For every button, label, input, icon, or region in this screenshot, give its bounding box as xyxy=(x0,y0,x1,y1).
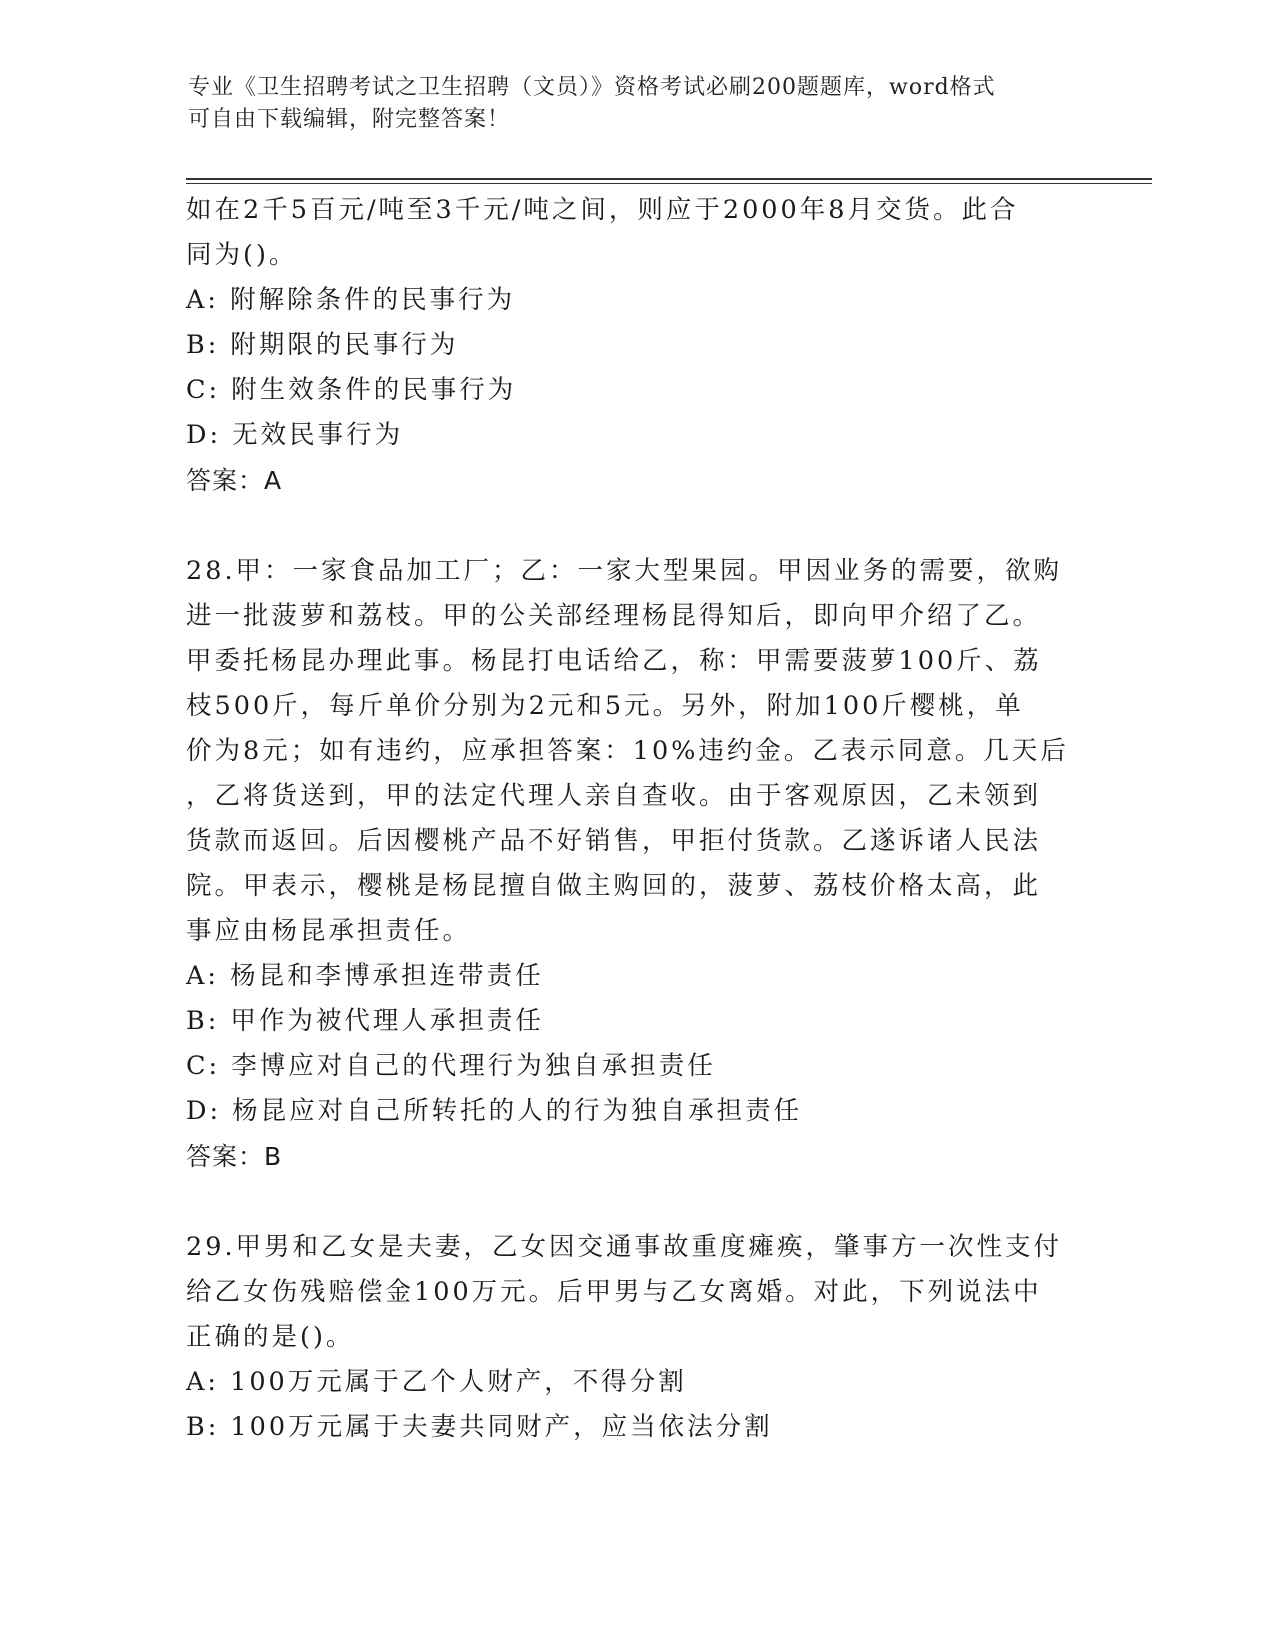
option-c: C: 李博应对自己的代理行为独自承担责任 xyxy=(186,1051,716,1081)
question-27 xyxy=(186,188,1086,504)
question-stem-line: 价为8元；如有违约，应承担答案：10%违约金。乙表示同意。几天后 xyxy=(186,736,1069,766)
question-stem-line: 正确的是()。 xyxy=(186,1322,355,1352)
question-stem-line: 29.甲男和乙女是夫妻，乙女因交通事故重度瘫痪，肇事方一次性支付 xyxy=(186,1232,1063,1262)
spacer xyxy=(186,1180,1086,1225)
document-body xyxy=(186,188,1086,1450)
spacer xyxy=(186,504,1086,549)
question-stem-line: 28.甲：一家食品加工厂；乙：一家大型果园。甲因业务的需要，欲购 xyxy=(186,556,1063,586)
question-stem-line: 院。甲表示，樱桃是杨昆擅自做主购回的，菠萝、荔枝价格太高，此 xyxy=(186,871,1042,901)
option-a: A: 100万元属于乙个人财产，不得分割 xyxy=(186,1367,687,1397)
question-stem-line: 同为()。 xyxy=(186,240,298,270)
question-29 xyxy=(186,1225,1086,1450)
header-line-1: 专业《卫生招聘考试之卫生招聘（文员）》资格考试必刷200题题库，word格式 xyxy=(188,75,996,100)
option-a: A: 附解除条件的民事行为 xyxy=(186,285,516,315)
option-b: B: 甲作为被代理人承担责任 xyxy=(186,1006,544,1036)
question-stem-line: ，乙将货送到，甲的法定代理人亲自查收。由于客观原因，乙未领到 xyxy=(186,781,1042,811)
question-stem-line: 甲委托杨昆办理此事。杨昆打电话给乙，称：甲需要菠萝100斤、荔 xyxy=(186,646,1042,676)
question-stem-line: 给乙女伤残赔偿金100万元。后甲男与乙女离婚。对此，下列说法中 xyxy=(186,1277,1042,1307)
option-a: A: 杨昆和李博承担连带责任 xyxy=(186,961,544,991)
answer-label: 答案：A xyxy=(186,466,283,495)
question-stem-line: 事应由杨昆承担责任。 xyxy=(186,916,472,946)
question-stem-line: 如在2千5百元/吨至3千元/吨之间，则应于2000年8月交货。此合 xyxy=(186,195,1019,225)
option-c: C: 附生效条件的民事行为 xyxy=(186,375,517,405)
option-d: D: 杨昆应对自己所转托的人的行为独自承担责任 xyxy=(186,1096,803,1126)
header-rule-thin xyxy=(186,183,1152,184)
option-d: D: 无效民事行为 xyxy=(186,420,404,450)
header-line-2: 可自由下载编辑，附完整答案！ xyxy=(188,107,511,132)
header-rule-thick xyxy=(186,178,1152,180)
question-stem-line: 枝500斤，每斤单价分别为2元和5元。另外，附加100斤樱桃，单 xyxy=(186,691,1024,721)
option-b: B: 100万元属于夫妻共同财产，应当依法分割 xyxy=(186,1412,773,1442)
question-stem-line: 货款而返回。后因樱桃产品不好销售，甲拒付货款。乙遂诉诸人民法 xyxy=(186,826,1042,856)
answer-label: 答案：B xyxy=(186,1142,283,1171)
question-stem-line: 进一批菠萝和荔枝。甲的公关部经理杨昆得知后，即向甲介绍了乙。 xyxy=(186,601,1042,631)
option-b: B: 附期限的民事行为 xyxy=(186,330,459,360)
document-header xyxy=(188,72,1068,136)
question-28 xyxy=(186,549,1086,1180)
